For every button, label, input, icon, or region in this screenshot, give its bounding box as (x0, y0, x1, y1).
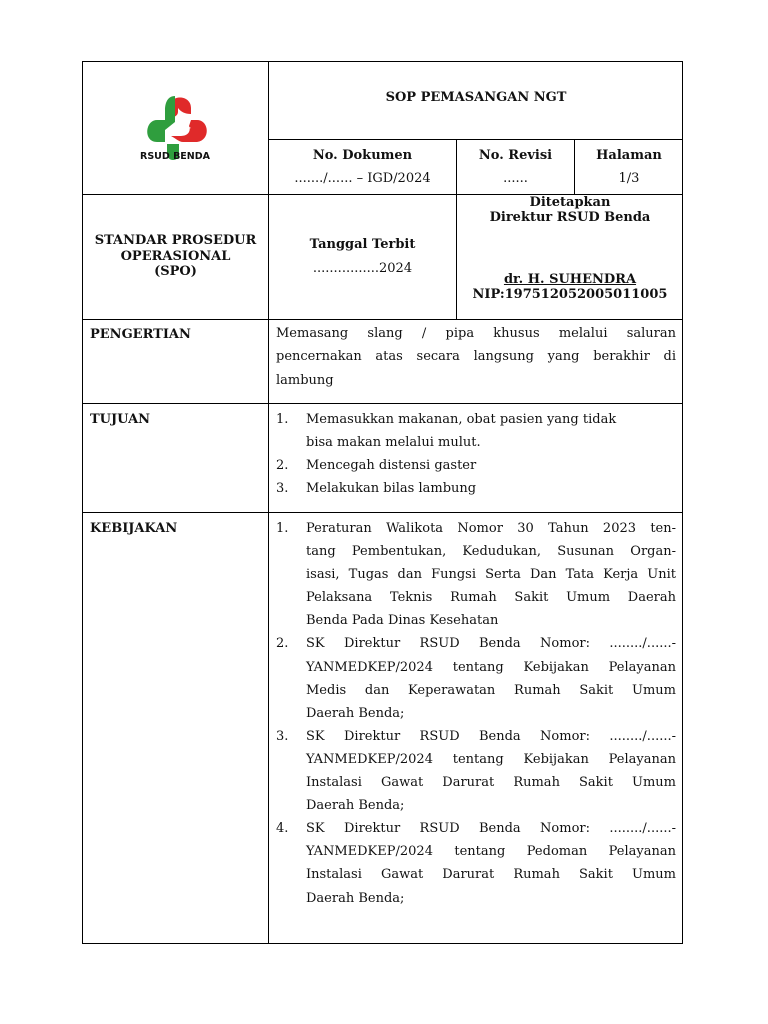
list-item (276, 517, 676, 632)
kebijakan-list (276, 517, 676, 910)
halaman-value: 1/3 (618, 171, 640, 186)
no-revisi-label: No. Revisi (478, 148, 553, 163)
list-item-line: Melakukan bilas lambung (306, 481, 477, 496)
list-item (276, 725, 676, 817)
list-item (276, 454, 676, 477)
title-bottom-rule (268, 139, 683, 140)
list-item-line: SK Direktur RSUD Benda Nomor: ......../......- (306, 728, 676, 744)
list-item-line: Instalasi Gawat Darurat Rumah Sakit Umum (306, 775, 676, 791)
tujuan-label: TUJUAN (90, 412, 151, 427)
tujuan-list (276, 408, 676, 500)
list-item-line: YANMEDKEP/2024 tentang Kebijakan Pelayanan (306, 751, 676, 767)
list-item-line: YANMEDKEP/2024 tentang Pedoman Pelayanan (306, 844, 676, 860)
list-item-line: Daerah Benda; (306, 705, 405, 721)
director-name: dr. H. SUHENDRA (503, 272, 637, 287)
list-item (276, 408, 676, 454)
ditetapkan-line-1: Ditetapkan (529, 195, 611, 210)
list-item-number: 4. (276, 821, 289, 837)
list-item-line: Benda Pada Dinas Kesehatan (306, 613, 499, 629)
list-item-line: tang Pembentukan, Kedudukan, Susunan Organ- (306, 544, 676, 560)
tanggal-terbit-label: Tanggal Terbit (309, 237, 416, 252)
list-item-number: 2. (276, 636, 289, 652)
ditetapkan-block (457, 195, 683, 225)
halaman-label: Halaman (596, 148, 662, 163)
list-item-number: 1. (276, 412, 289, 427)
document-title: SOP PEMASANGAN NGT (385, 90, 567, 105)
list-item-line: Mencegah distensi gaster (306, 458, 477, 473)
list-item-line: Peraturan Walikota Nomor 30 Tahun 2023 ten- (306, 521, 676, 536)
pengertian-line-2: pencernakan atas secara langsung yang berakhir di (276, 349, 676, 365)
pengertian-text (276, 322, 676, 392)
spo-label-line-1: STANDAR PROSEDUR (94, 233, 257, 248)
list-item-line: Pelaksana Teknis Rumah Sakit Umum Daerah (306, 590, 676, 606)
tanggal-terbit-value: ................2024 (312, 261, 413, 276)
list-item-line: YANMEDKEP/2024 tentang Kebijakan Pelayanan (306, 659, 676, 675)
no-dokumen-value: ......./...... – IGD/2024 (294, 171, 431, 186)
list-item-line: Daerah Benda; (306, 798, 405, 814)
ditetapkan-line-2: Direktur RSUD Benda (489, 210, 651, 225)
list-item (276, 477, 676, 500)
list-item-line: bisa makan melalui mulut. (306, 435, 481, 450)
list-item-number: 1. (276, 521, 289, 536)
director-nip: NIP:197512052005011005 (472, 287, 668, 302)
spo-label-line-3: (SPO) (154, 264, 197, 279)
logo-name: RSUD BENDA (140, 151, 210, 162)
no-dokumen-label: No. Dokumen (312, 148, 413, 163)
pengertian-bottom-rule (83, 403, 683, 404)
list-item (276, 632, 676, 724)
pengertian-label: PENGERTIAN (90, 327, 191, 342)
list-item-line: isasi, Tugas dan Fungsi Serta Dan Tata Kerja Unit (306, 567, 676, 583)
list-item-number: 2. (276, 458, 289, 473)
spo-label (83, 233, 268, 280)
list-item-number: 3. (276, 728, 289, 744)
pengertian-line-1: Memasang slang / pipa khusus melalui saluran (276, 326, 676, 341)
pengertian-line-3: lambung (276, 372, 334, 388)
list-item-number: 3. (276, 481, 289, 496)
sop-document (82, 61, 683, 944)
list-item-line: Instalasi Gawat Darurat Rumah Sakit Umum (306, 867, 676, 883)
kebijakan-label: KEBIJAKAN (90, 521, 178, 536)
spo-bottom-rule (83, 319, 683, 320)
tujuan-bottom-rule (83, 512, 683, 513)
list-item-line: Medis dan Keperawatan Rumah Sakit Umum (306, 682, 676, 698)
no-revisi-value: ...... (503, 171, 528, 186)
list-item (276, 817, 676, 909)
spo-label-line-2: OPERASIONAL (120, 248, 231, 264)
list-item-line: Daerah Benda; (306, 890, 405, 906)
list-item-line: SK Direktur RSUD Benda Nomor: ......../......- (306, 636, 676, 652)
list-item-line: Memasukkan makanan, obat pasien yang tidak (306, 412, 617, 427)
list-item-line: SK Direktur RSUD Benda Nomor: ......../......- (306, 821, 676, 837)
